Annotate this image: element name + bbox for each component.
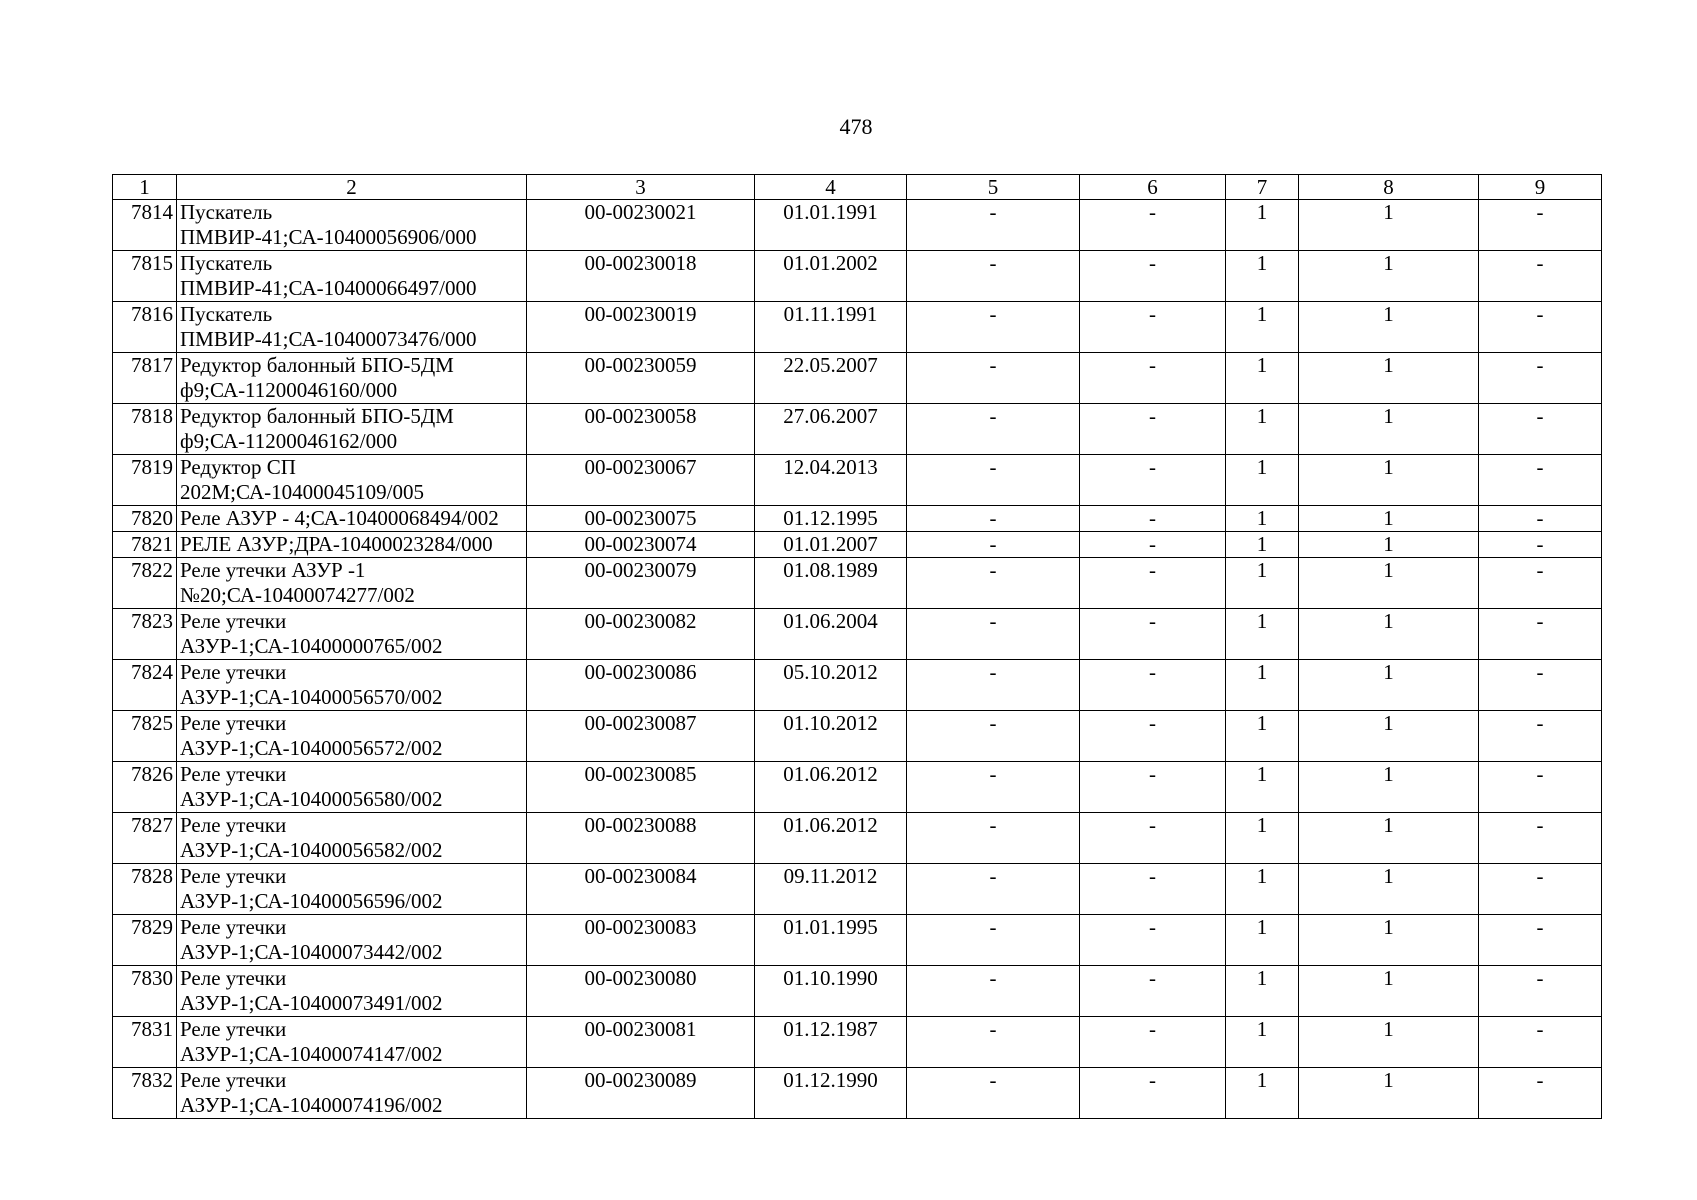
column-8-cell: 1	[1299, 966, 1479, 1017]
column-8-cell: 1	[1299, 506, 1479, 532]
column-7-cell: 1	[1226, 200, 1299, 251]
column-9-cell: -	[1479, 1017, 1602, 1068]
date-cell: 01.06.2004	[755, 609, 907, 660]
column-6-cell: -	[1080, 609, 1226, 660]
column-5-cell: -	[907, 864, 1080, 915]
column-7-cell: 1	[1226, 353, 1299, 404]
column-6-cell: -	[1080, 762, 1226, 813]
column-9-cell: -	[1479, 251, 1602, 302]
date-cell: 22.05.2007	[755, 353, 907, 404]
column-8-cell: 1	[1299, 302, 1479, 353]
inventory-code-cell: 00-00230086	[527, 660, 755, 711]
item-name-cell: Реле утечки АЗУР-1;СА-10400074196/002	[177, 1068, 527, 1119]
table-row	[113, 660, 1602, 711]
item-name-cell: Редуктор СП 202М;СА-10400045109/005	[177, 455, 527, 506]
column-8-cell: 1	[1299, 609, 1479, 660]
column-7-cell: 1	[1226, 532, 1299, 558]
column-6-cell: -	[1080, 506, 1226, 532]
inventory-code-cell: 00-00230088	[527, 813, 755, 864]
column-9-cell: -	[1479, 558, 1602, 609]
column-5-cell: -	[907, 302, 1080, 353]
column-8-cell: 1	[1299, 813, 1479, 864]
column-6-cell: -	[1080, 200, 1226, 251]
column-5-cell: -	[907, 762, 1080, 813]
column-9-cell: -	[1479, 711, 1602, 762]
column-5-cell: -	[907, 813, 1080, 864]
column-8-cell: 1	[1299, 455, 1479, 506]
row-number-cell: 7827	[113, 813, 177, 864]
date-cell: 09.11.2012	[755, 864, 907, 915]
table-row	[113, 251, 1602, 302]
row-number-cell: 7822	[113, 558, 177, 609]
column-header-8: 8	[1299, 175, 1479, 200]
inventory-code-cell: 00-00230082	[527, 609, 755, 660]
column-header-5: 5	[907, 175, 1080, 200]
inventory-code-cell: 00-00230085	[527, 762, 755, 813]
column-5-cell: -	[907, 532, 1080, 558]
column-header-7: 7	[1226, 175, 1299, 200]
column-9-cell: -	[1479, 455, 1602, 506]
column-8-cell: 1	[1299, 1017, 1479, 1068]
item-name-cell: Реле утечки АЗУР-1;СА-10400056582/002	[177, 813, 527, 864]
date-cell: 05.10.2012	[755, 660, 907, 711]
column-6-cell: -	[1080, 915, 1226, 966]
column-9-cell: -	[1479, 915, 1602, 966]
table-body	[113, 200, 1602, 1119]
column-6-cell: -	[1080, 660, 1226, 711]
column-8-cell: 1	[1299, 558, 1479, 609]
column-9-cell: -	[1479, 762, 1602, 813]
table-row	[113, 1017, 1602, 1068]
table-row	[113, 404, 1602, 455]
column-5-cell: -	[907, 353, 1080, 404]
column-8-cell: 1	[1299, 711, 1479, 762]
row-number-cell: 7818	[113, 404, 177, 455]
column-9-cell: -	[1479, 813, 1602, 864]
inventory-code-cell: 00-00230019	[527, 302, 755, 353]
item-name-cell: Реле утечки АЗУР -1 №20;СА-10400074277/002	[177, 558, 527, 609]
row-number-cell: 7830	[113, 966, 177, 1017]
row-number-cell: 7825	[113, 711, 177, 762]
column-5-cell: -	[907, 660, 1080, 711]
column-6-cell: -	[1080, 455, 1226, 506]
column-7-cell: 1	[1226, 455, 1299, 506]
column-8-cell: 1	[1299, 404, 1479, 455]
row-number-cell: 7815	[113, 251, 177, 302]
column-7-cell: 1	[1226, 966, 1299, 1017]
column-5-cell: -	[907, 251, 1080, 302]
date-cell: 01.01.1991	[755, 200, 907, 251]
column-7-cell: 1	[1226, 302, 1299, 353]
column-7-cell: 1	[1226, 1068, 1299, 1119]
row-number-cell: 7817	[113, 353, 177, 404]
column-9-cell: -	[1479, 302, 1602, 353]
column-5-cell: -	[907, 609, 1080, 660]
table-row	[113, 813, 1602, 864]
inventory-code-cell: 00-00230084	[527, 864, 755, 915]
column-5-cell: -	[907, 200, 1080, 251]
table-row	[113, 966, 1602, 1017]
column-8-cell: 1	[1299, 864, 1479, 915]
column-7-cell: 1	[1226, 762, 1299, 813]
column-7-cell: 1	[1226, 915, 1299, 966]
column-9-cell: -	[1479, 506, 1602, 532]
date-cell: 01.01.2007	[755, 532, 907, 558]
column-6-cell: -	[1080, 864, 1226, 915]
item-name-cell: Пускатель ПМВИР-41;СА-10400056906/000	[177, 200, 527, 251]
inventory-code-cell: 00-00230083	[527, 915, 755, 966]
item-name-cell: Редуктор балонный БПО-5ДМ ф9;СА-11200046160/000	[177, 353, 527, 404]
column-6-cell: -	[1080, 558, 1226, 609]
column-5-cell: -	[907, 558, 1080, 609]
row-number-cell: 7819	[113, 455, 177, 506]
inventory-code-cell: 00-00230080	[527, 966, 755, 1017]
row-number-cell: 7829	[113, 915, 177, 966]
column-5-cell: -	[907, 711, 1080, 762]
column-header-2: 2	[177, 175, 527, 200]
table-row	[113, 711, 1602, 762]
inventory-code-cell: 00-00230074	[527, 532, 755, 558]
column-6-cell: -	[1080, 404, 1226, 455]
table-row	[113, 532, 1602, 558]
table-row	[113, 455, 1602, 506]
table-row	[113, 609, 1602, 660]
row-number-cell: 7814	[113, 200, 177, 251]
row-number-cell: 7823	[113, 609, 177, 660]
item-name-cell: Реле утечки АЗУР-1;СА-10400056570/002	[177, 660, 527, 711]
date-cell: 01.12.1990	[755, 1068, 907, 1119]
column-7-cell: 1	[1226, 558, 1299, 609]
inventory-table	[112, 174, 1602, 1119]
column-9-cell: -	[1479, 532, 1602, 558]
column-6-cell: -	[1080, 302, 1226, 353]
column-header-9: 9	[1479, 175, 1602, 200]
inventory-code-cell: 00-00230081	[527, 1017, 755, 1068]
column-9-cell: -	[1479, 660, 1602, 711]
item-name-cell: Реле утечки АЗУР-1;СА-10400056596/002	[177, 864, 527, 915]
item-name-cell: Редуктор балонный БПО-5ДМ ф9;СА-11200046162/000	[177, 404, 527, 455]
column-6-cell: -	[1080, 966, 1226, 1017]
column-7-cell: 1	[1226, 813, 1299, 864]
date-cell: 01.10.1990	[755, 966, 907, 1017]
column-7-cell: 1	[1226, 506, 1299, 532]
column-9-cell: -	[1479, 609, 1602, 660]
column-9-cell: -	[1479, 404, 1602, 455]
item-name-cell: Реле утечки АЗУР-1;СА-10400073491/002	[177, 966, 527, 1017]
table-row	[113, 1068, 1602, 1119]
item-name-cell: Реле утечки АЗУР-1;СА-10400073442/002	[177, 915, 527, 966]
inventory-code-cell: 00-00230079	[527, 558, 755, 609]
column-7-cell: 1	[1226, 1017, 1299, 1068]
column-5-cell: -	[907, 404, 1080, 455]
inventory-code-cell: 00-00230018	[527, 251, 755, 302]
header-row	[113, 175, 1602, 200]
item-name-cell: Реле утечки АЗУР-1;СА-10400074147/002	[177, 1017, 527, 1068]
column-9-cell: -	[1479, 864, 1602, 915]
table-row	[113, 558, 1602, 609]
date-cell: 12.04.2013	[755, 455, 907, 506]
column-header-4: 4	[755, 175, 907, 200]
row-number-cell: 7824	[113, 660, 177, 711]
date-cell: 01.11.1991	[755, 302, 907, 353]
column-7-cell: 1	[1226, 251, 1299, 302]
date-cell: 01.12.1995	[755, 506, 907, 532]
inventory-code-cell: 00-00230075	[527, 506, 755, 532]
inventory-code-cell: 00-00230089	[527, 1068, 755, 1119]
column-7-cell: 1	[1226, 660, 1299, 711]
column-7-cell: 1	[1226, 864, 1299, 915]
column-7-cell: 1	[1226, 609, 1299, 660]
item-name-cell: Реле утечки АЗУР-1;СА-10400056580/002	[177, 762, 527, 813]
date-cell: 01.08.1989	[755, 558, 907, 609]
item-name-cell: РЕЛЕ АЗУР;ДРА-10400023284/000	[177, 532, 527, 558]
row-number-cell: 7828	[113, 864, 177, 915]
table-row	[113, 353, 1602, 404]
item-name-cell: Реле утечки АЗУР-1;СА-10400056572/002	[177, 711, 527, 762]
column-9-cell: -	[1479, 200, 1602, 251]
column-5-cell: -	[907, 455, 1080, 506]
column-8-cell: 1	[1299, 1068, 1479, 1119]
item-name-cell: Реле утечки АЗУР-1;СА-10400000765/002	[177, 609, 527, 660]
table-row	[113, 762, 1602, 813]
column-header-3: 3	[527, 175, 755, 200]
inventory-code-cell: 00-00230087	[527, 711, 755, 762]
item-name-cell: Реле АЗУР - 4;СА-10400068494/002	[177, 506, 527, 532]
column-6-cell: -	[1080, 1068, 1226, 1119]
date-cell: 01.01.1995	[755, 915, 907, 966]
inventory-code-cell: 00-00230067	[527, 455, 755, 506]
column-header-6: 6	[1080, 175, 1226, 200]
column-8-cell: 1	[1299, 200, 1479, 251]
date-cell: 01.06.2012	[755, 762, 907, 813]
column-9-cell: -	[1479, 1068, 1602, 1119]
column-8-cell: 1	[1299, 915, 1479, 966]
column-6-cell: -	[1080, 813, 1226, 864]
column-7-cell: 1	[1226, 711, 1299, 762]
column-8-cell: 1	[1299, 532, 1479, 558]
row-number-cell: 7816	[113, 302, 177, 353]
column-5-cell: -	[907, 966, 1080, 1017]
date-cell: 01.10.2012	[755, 711, 907, 762]
column-8-cell: 1	[1299, 251, 1479, 302]
table-row	[113, 864, 1602, 915]
date-cell: 01.12.1987	[755, 1017, 907, 1068]
column-8-cell: 1	[1299, 660, 1479, 711]
inventory-code-cell: 00-00230059	[527, 353, 755, 404]
column-9-cell: -	[1479, 966, 1602, 1017]
table-row	[113, 200, 1602, 251]
table-row	[113, 915, 1602, 966]
row-number-cell: 7820	[113, 506, 177, 532]
date-cell: 01.06.2012	[755, 813, 907, 864]
column-6-cell: -	[1080, 532, 1226, 558]
column-6-cell: -	[1080, 353, 1226, 404]
column-7-cell: 1	[1226, 404, 1299, 455]
row-number-cell: 7826	[113, 762, 177, 813]
item-name-cell: Пускатель ПМВИР-41;СА-10400066497/000	[177, 251, 527, 302]
column-5-cell: -	[907, 1017, 1080, 1068]
row-number-cell: 7821	[113, 532, 177, 558]
row-number-cell: 7831	[113, 1017, 177, 1068]
table-row	[113, 506, 1602, 532]
item-name-cell: Пускатель ПМВИР-41;СА-10400073476/000	[177, 302, 527, 353]
column-5-cell: -	[907, 915, 1080, 966]
column-6-cell: -	[1080, 1017, 1226, 1068]
column-8-cell: 1	[1299, 762, 1479, 813]
inventory-code-cell: 00-00230021	[527, 200, 755, 251]
column-6-cell: -	[1080, 251, 1226, 302]
column-header-1: 1	[113, 175, 177, 200]
column-6-cell: -	[1080, 711, 1226, 762]
column-8-cell: 1	[1299, 353, 1479, 404]
date-cell: 01.01.2002	[755, 251, 907, 302]
column-5-cell: -	[907, 1068, 1080, 1119]
table-row	[113, 302, 1602, 353]
date-cell: 27.06.2007	[755, 404, 907, 455]
inventory-code-cell: 00-00230058	[527, 404, 755, 455]
row-number-cell: 7832	[113, 1068, 177, 1119]
page-number: 478	[839, 114, 873, 139]
column-9-cell: -	[1479, 353, 1602, 404]
column-5-cell: -	[907, 506, 1080, 532]
